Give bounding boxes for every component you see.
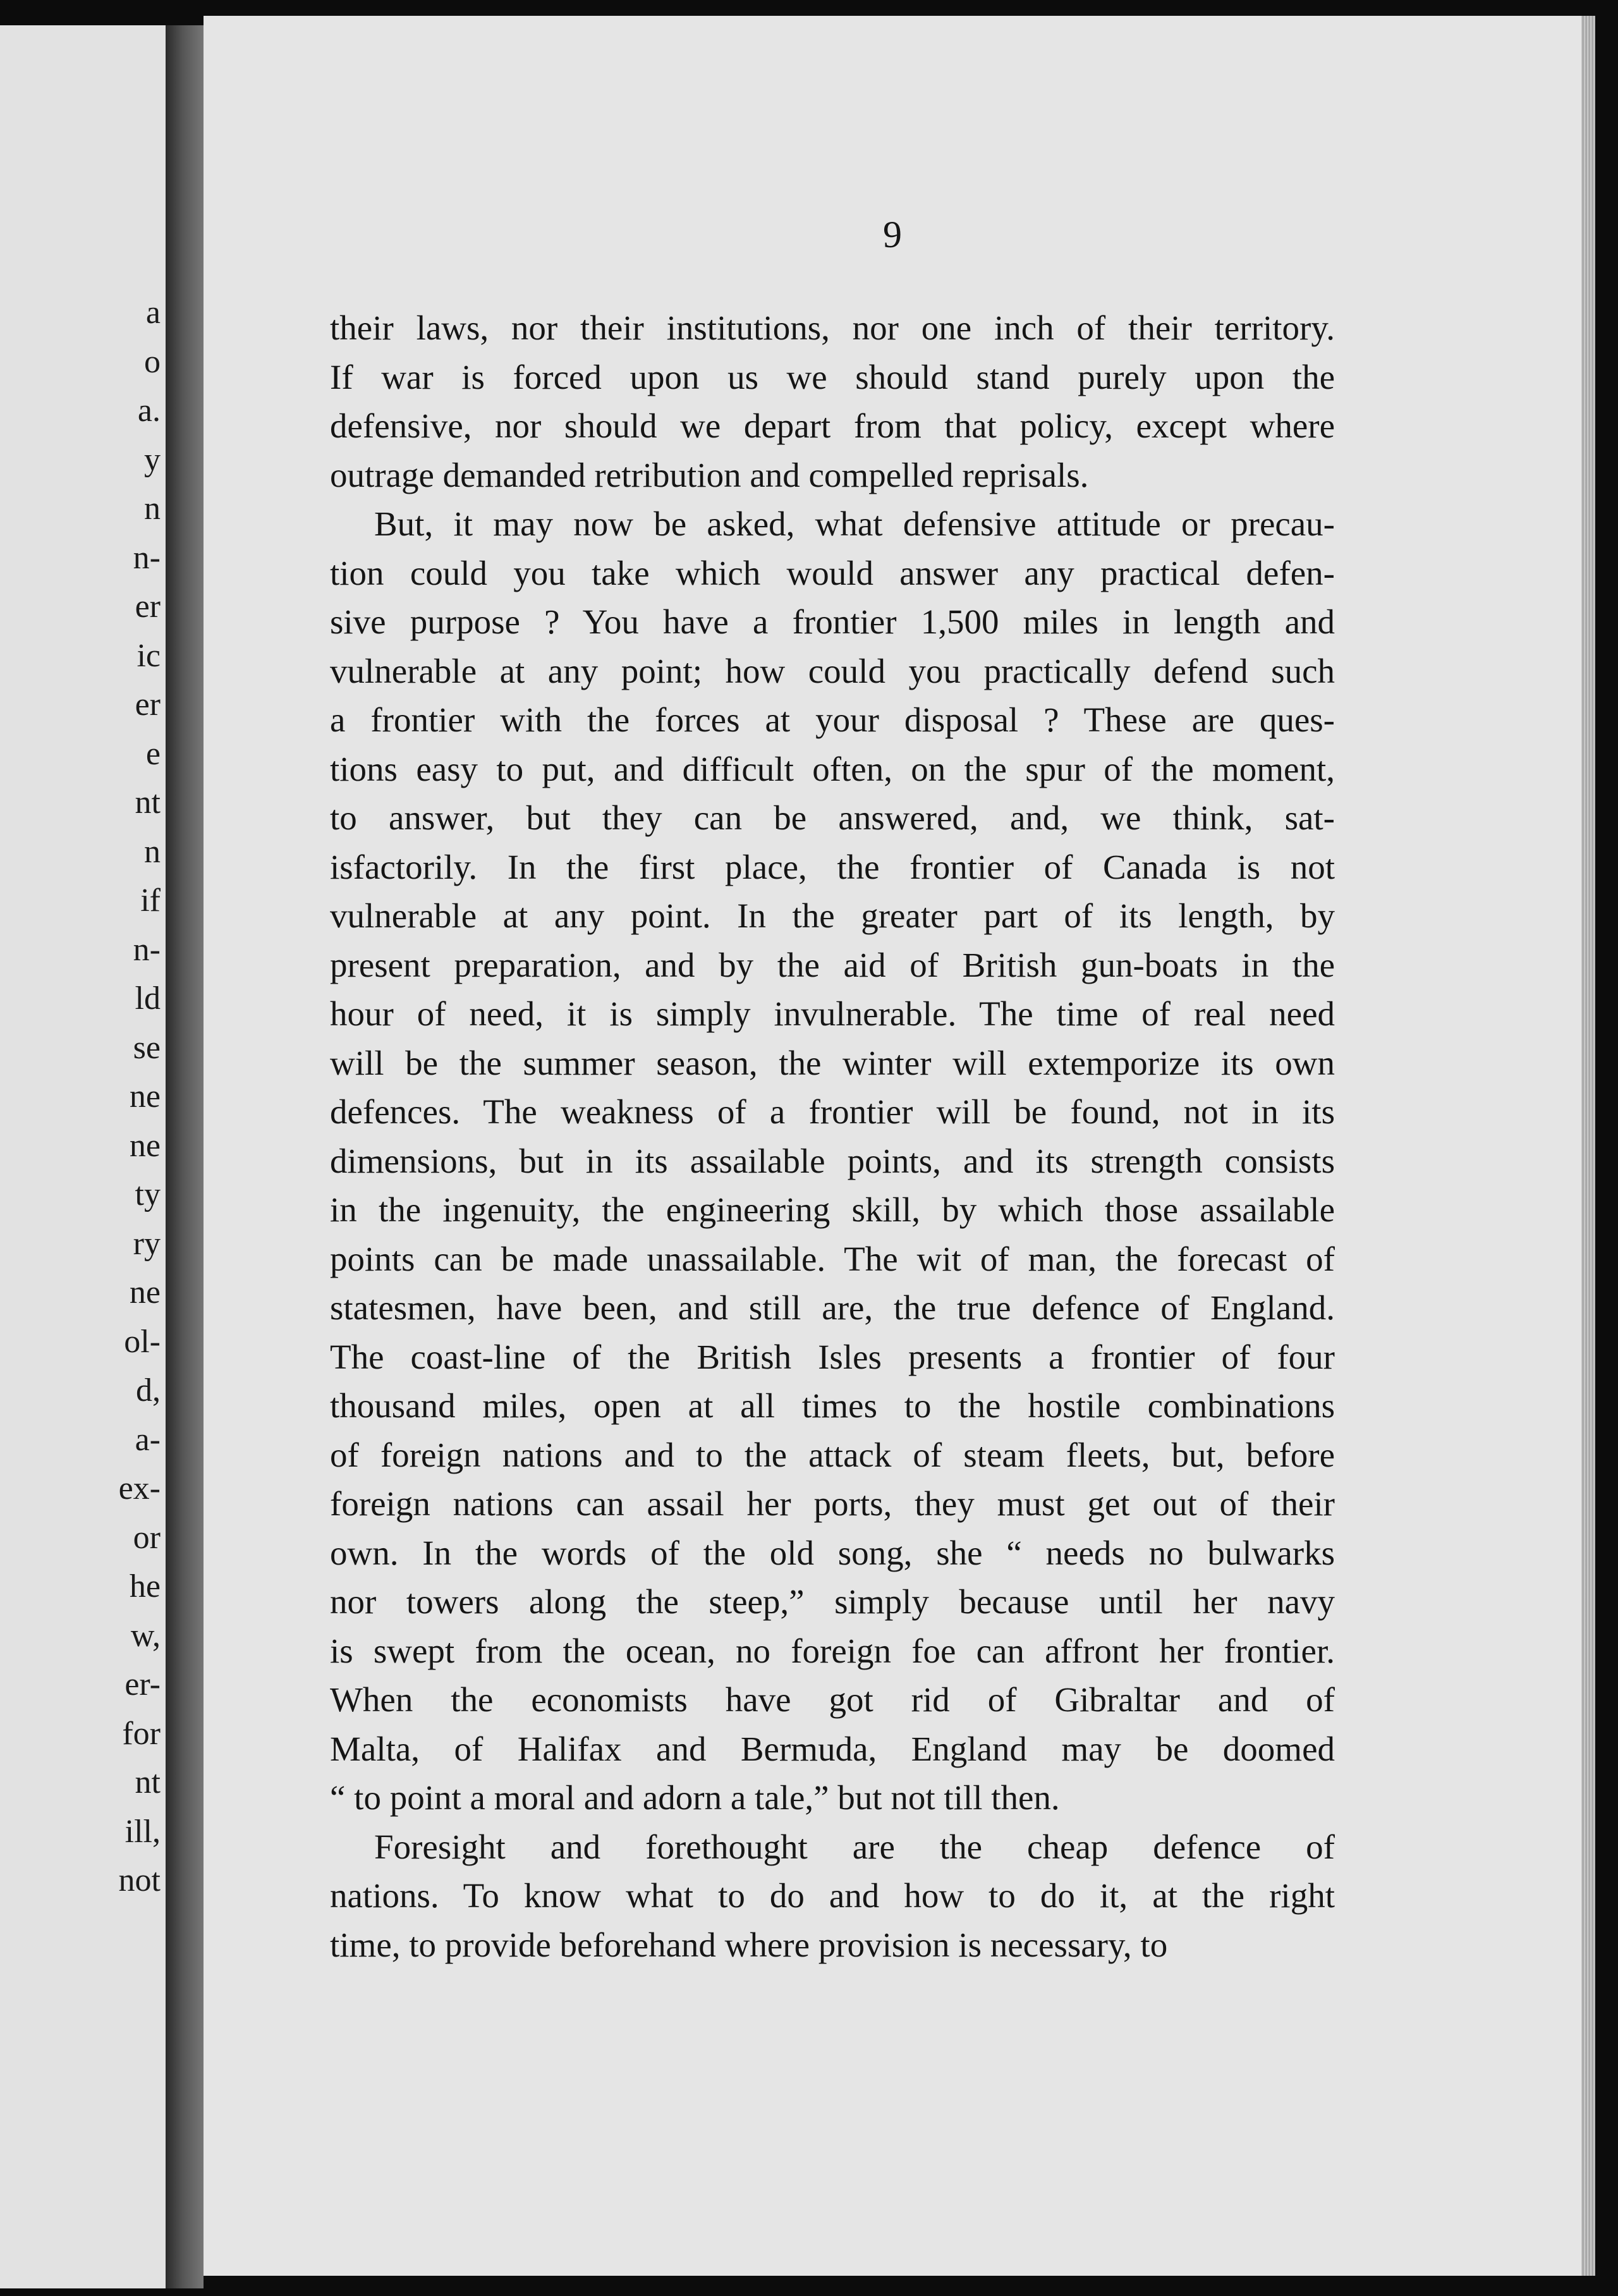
binding-gutter [166, 25, 204, 2288]
facing-page-fragment: n [144, 491, 161, 527]
text-line: vulnerable at any point. In the greater part of its length, by [330, 896, 1335, 935]
text-line: tion could you take which would answer any practical defen- [330, 553, 1335, 592]
facing-page-fragment: n [144, 833, 161, 870]
text-line: vulnerable at any point; how could you practically defend such [330, 651, 1335, 690]
facing-page-fragment: if [140, 882, 161, 919]
facing-page-fragment: e [145, 735, 161, 772]
page-number: 9 [883, 214, 902, 255]
facing-page-fragments [0, 25, 166, 2288]
text-line: of foreign nations and to the attack of steam fleets, but, before [330, 1435, 1335, 1474]
facing-page-fragment: ne [129, 1274, 161, 1310]
text-line: time, to provide beforehand where provision is necessary, to [330, 1925, 1168, 1964]
text-line: is swept from the ocean, no foreign foe can affront her frontier. [330, 1631, 1335, 1670]
facing-page-fragment: for [122, 1715, 161, 1752]
text-line: If war is forced upon us we should stand purely upon the [330, 357, 1335, 396]
text-line: But, it may now be asked, what defensive attitude or precau- [374, 504, 1335, 543]
text-line: Foresight and forethought are the cheap defence of [374, 1827, 1335, 1866]
text-line: tions easy to put, and difficult often, on the spur of the moment, [330, 749, 1335, 788]
facing-page-fragment: ld [135, 980, 161, 1017]
book-page [204, 16, 1581, 2276]
text-line: points can be made unassailable. The wit of man, the forecast of [330, 1239, 1335, 1278]
text-line: own. In the words of the old song, she “ needs no bulwarks [330, 1533, 1335, 1572]
facing-page-fragment: ne [129, 1127, 161, 1164]
facing-page-fragment: ty [135, 1176, 161, 1212]
page-body-text [330, 303, 1335, 1969]
text-line: Malta, of Halifax and Bermuda, England may be doomed [330, 1729, 1335, 1768]
text-line: The coast-line of the British Isles presents a frontier of four [330, 1337, 1335, 1376]
facing-page-fragment: er- [125, 1666, 161, 1702]
paragraph [330, 303, 1335, 499]
facing-page-fragment: ry [133, 1225, 161, 1262]
facing-page-fragment: a. [137, 393, 161, 429]
text-line: sive purpose ? You have a frontier 1,500 miles in length and [330, 602, 1335, 641]
text-line: nor towers along the steep,” simply because until her navy [330, 1582, 1335, 1621]
facing-page-fragment: ol- [124, 1323, 161, 1360]
facing-page-fragment: se [133, 1029, 161, 1066]
facing-page-fragment: ne [129, 1078, 161, 1114]
text-line: defensive, nor should we depart from that policy, except where [330, 406, 1335, 445]
text-line: their laws, nor their institutions, nor one inch of their territory. [330, 308, 1335, 347]
text-line: outrage demanded retribution and compelled reprisals. [330, 455, 1089, 494]
text-line: defences. The weakness of a frontier will be found, not in its [330, 1092, 1335, 1131]
text-line: hour of need, it is simply invulnerable. The time of real need [330, 994, 1335, 1033]
facing-page-fragment: ex- [118, 1470, 161, 1506]
facing-page-fragment: ic [137, 637, 161, 674]
text-line: will be the summer season, the winter will extemporize its own [330, 1043, 1335, 1082]
paragraph [330, 499, 1335, 1823]
facing-page-fragment: er [135, 687, 161, 723]
text-line: to answer, but they can be answered, and, we think, sat- [330, 798, 1335, 837]
facing-page-fragment: o [144, 343, 161, 380]
text-line: statesmen, have been, and still are, the true defence of England. [330, 1288, 1335, 1327]
facing-page-fragment: he [129, 1568, 161, 1604]
text-line: “ to point a moral and adorn a tale,” but not till then. [330, 1778, 1060, 1817]
text-line: foreign nations can assail her ports, they must get out of their [330, 1484, 1335, 1523]
facing-page-fragment: not [118, 1862, 161, 1898]
facing-page-fragment: w, [130, 1617, 161, 1654]
page-edge-stack [1581, 16, 1595, 2276]
text-line: dimensions, but in its assailable points, and its strength consists [330, 1141, 1335, 1180]
facing-page-fragment: nt [135, 785, 161, 821]
facing-page-edge [0, 25, 166, 2288]
facing-page-fragment: nt [135, 1764, 161, 1800]
text-line: in the ingenuity, the engineering skill, by which those assailable [330, 1190, 1335, 1229]
facing-page-fragment: n- [133, 931, 161, 968]
text-line: present preparation, and by the aid of British gun-boats in the [330, 945, 1335, 984]
facing-page-fragment: a [145, 295, 161, 331]
facing-page-fragment: d, [136, 1372, 161, 1408]
text-line: a frontier with the forces at your disposal ? These are ques- [330, 700, 1335, 739]
text-line: When the economists have got rid of Gibraltar and of [330, 1680, 1335, 1719]
facing-page-fragment: y [144, 441, 161, 478]
text-line: nations. To know what to do and how to do it, at the right [330, 1876, 1335, 1915]
facing-page-fragment: a- [135, 1421, 161, 1458]
facing-page-fragment: n- [133, 539, 161, 576]
text-line: thousand miles, open at all times to the hostile combinations [330, 1386, 1335, 1425]
text-line: isfactorily. In the first place, the frontier of Canada is not [330, 847, 1335, 886]
facing-page-fragment: or [133, 1519, 161, 1556]
facing-page-fragment: er [135, 589, 161, 625]
facing-page-fragment: ill, [125, 1813, 161, 1850]
paragraph [330, 1823, 1335, 1970]
